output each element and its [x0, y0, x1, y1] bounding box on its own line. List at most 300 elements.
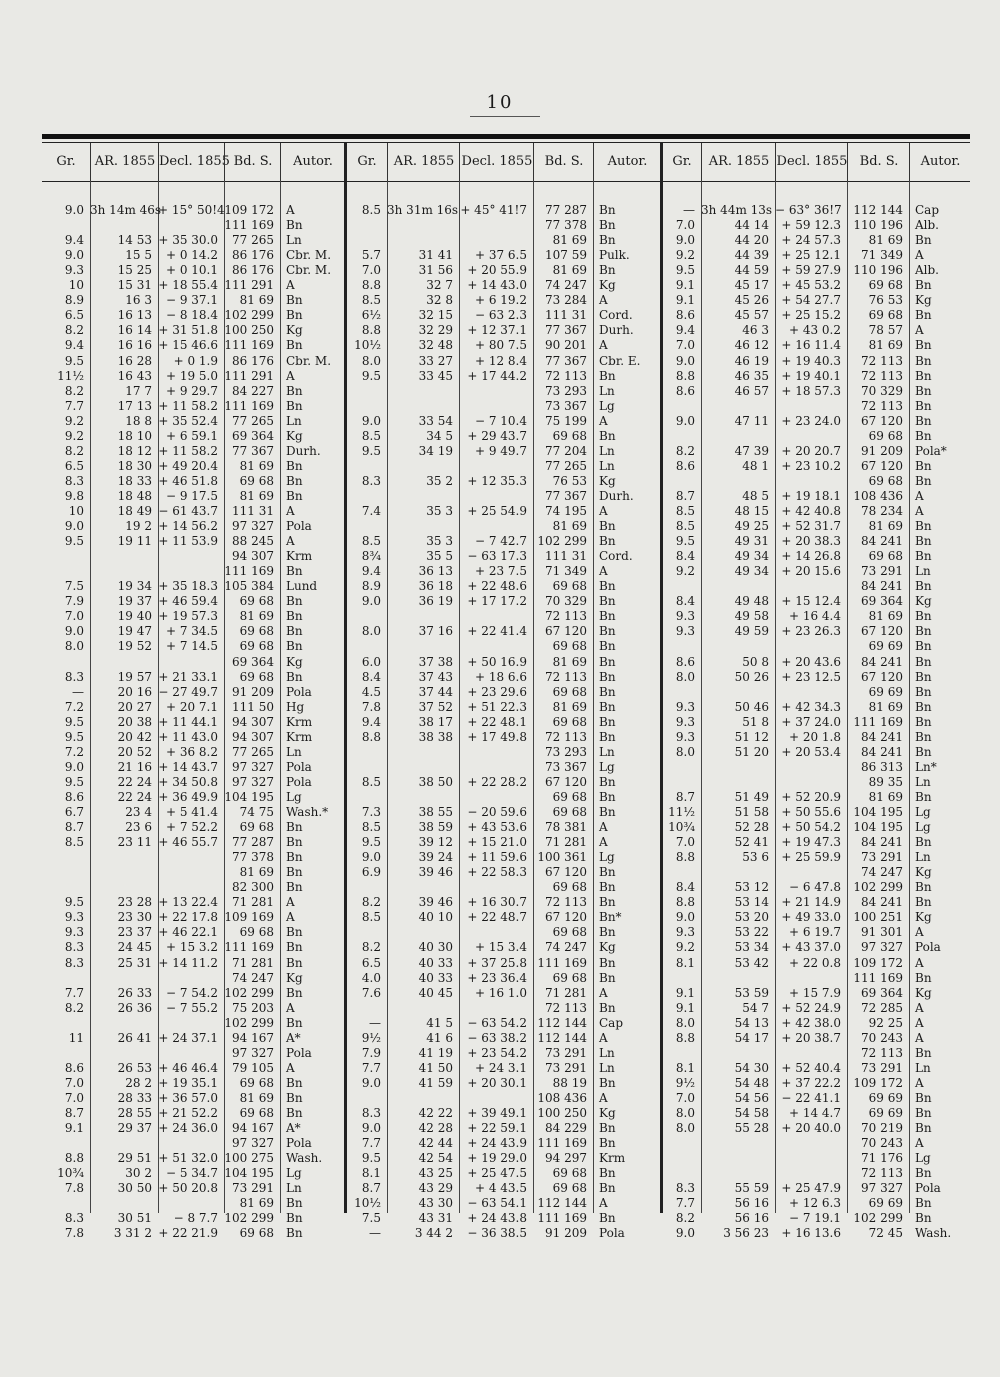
decl-cell: + 31 51.8 [158, 323, 218, 338]
decl-cell: + 35 18.3 [158, 579, 218, 594]
table-row [663, 775, 970, 790]
ar-cell: 15 25 [117, 263, 152, 278]
ar-cell: 53 34 [734, 940, 769, 955]
gr-cell: 8.8 [675, 1030, 695, 1045]
decl-cell: + 24 36.0 [158, 1121, 218, 1136]
autor-cell: Bn [599, 1181, 616, 1196]
table-row [347, 474, 660, 489]
bd-cell: 100 251 [853, 910, 903, 925]
ar-cell: 52 28 [734, 820, 769, 835]
gr-cell: 8.3 [64, 940, 84, 955]
gr-cell: 6.0 [361, 654, 381, 669]
autor-cell: A [915, 1136, 924, 1151]
ar-cell: 23 6 [125, 820, 152, 835]
table-row [663, 1046, 970, 1061]
bd-cell: 102 299 [537, 534, 587, 549]
decl-cell: − 7 55.2 [165, 1000, 218, 1015]
table-row [42, 459, 344, 474]
autor-cell: Pola [286, 519, 312, 534]
bd-cell: 104 195 [853, 805, 903, 819]
ar-cell: 34 5 [426, 428, 453, 443]
decl-cell: + 19 18.1 [781, 488, 841, 503]
autor-cell: Lg [915, 820, 931, 835]
table-row [663, 745, 970, 760]
decl-cell: + 6 19.2 [474, 293, 527, 308]
autor-cell: Ln [286, 413, 302, 428]
table-row [347, 760, 660, 775]
gr-cell: 8.1 [675, 955, 695, 970]
autor-cell: Ln [599, 458, 615, 473]
gr-cell: 8.5 [64, 835, 84, 850]
table-row [347, 1226, 660, 1241]
ar-cell: 16 28 [117, 353, 152, 368]
autor-cell: Bn [286, 458, 303, 473]
decl-cell: + 7 52.2 [165, 820, 218, 835]
decl-cell: + 22 17.8 [158, 910, 218, 925]
ar-cell: 19 57 [117, 669, 152, 684]
bd-cell: 100 275 [224, 1151, 274, 1166]
ar-cell: 19 52 [117, 639, 152, 654]
table-row [347, 1181, 660, 1196]
autor-cell: Lund [286, 579, 318, 594]
header-bd: Bd. S. [224, 143, 281, 181]
autor-cell: Bn [915, 669, 932, 684]
autor-cell: Bn [915, 383, 932, 398]
decl-cell: + 54 27.7 [781, 293, 841, 308]
bd-cell: 73 293 [545, 383, 587, 398]
autor-cell: Bn [915, 880, 932, 895]
table-row [663, 1121, 970, 1136]
gr-cell: 7.8 [64, 1181, 84, 1196]
autor-cell: Bn [915, 1211, 932, 1226]
autor-cell: Bn [286, 383, 303, 398]
decl-cell: + 21 14.9 [781, 895, 841, 910]
table-row [347, 685, 660, 700]
decl-cell: + 20 15.6 [781, 564, 841, 579]
table-row [42, 624, 344, 639]
autor-cell: A [286, 534, 295, 549]
header-bd: Bd. S. [847, 143, 910, 181]
bd-cell: 69 68 [239, 669, 274, 684]
table-row [663, 624, 970, 639]
gr-cell: 11 [68, 1030, 84, 1045]
table-row [347, 369, 660, 384]
header-gr: Gr. [56, 154, 76, 169]
gr-cell: 9.5 [64, 534, 84, 549]
autor-cell: Bn [915, 579, 932, 594]
autor-cell: Kg [599, 278, 616, 293]
ar-cell: 18 49 [117, 504, 152, 518]
autor-cell: Pulk. [599, 248, 630, 263]
gr-cell: 9.4 [361, 564, 381, 579]
table-row [663, 820, 970, 835]
decl-cell: + 22 48.7 [467, 910, 527, 925]
ar-cell: 38 55 [418, 805, 453, 819]
ar-cell: 50 46 [734, 699, 769, 714]
gr-cell: — [369, 1015, 381, 1030]
table-row [347, 338, 660, 353]
ar-cell: 41 59 [418, 1075, 453, 1090]
autor-cell: Bn [286, 880, 303, 895]
autor-cell: Bn [286, 308, 303, 323]
ar-cell: 38 50 [418, 774, 453, 789]
ar-cell: 46 57 [734, 383, 769, 398]
ar-cell: 35 3 [426, 534, 453, 549]
bd-cell: 69 68 [552, 1166, 587, 1181]
bd-cell: 71 176 [861, 1151, 903, 1166]
bd-cell: 81 69 [239, 1196, 274, 1211]
table-row [663, 293, 970, 308]
ar-cell: 53 14 [734, 895, 769, 910]
gr-cell: 8.0 [675, 669, 695, 684]
ar-cell: 29 51 [117, 1151, 152, 1166]
decl-cell: + 20 38.7 [781, 1030, 841, 1045]
gr-cell: 8.0 [675, 1121, 695, 1136]
autor-cell: Pola [286, 684, 312, 699]
bd-cell: 73 291 [861, 1060, 903, 1075]
table-row [663, 369, 970, 384]
bd-cell: 75 199 [545, 413, 587, 428]
gr-cell: 9.5 [361, 1151, 381, 1166]
gr-cell: 6.7 [64, 805, 84, 819]
ar-cell: 21 16 [117, 759, 152, 774]
decl-cell: + 19 57.3 [158, 609, 218, 624]
ar-cell: 49 25 [734, 519, 769, 534]
decl-cell: − 7 42.7 [474, 534, 527, 549]
table-row [663, 278, 970, 293]
autor-cell: Bn [286, 564, 303, 579]
bd-cell: 69 69 [868, 684, 903, 699]
gr-cell: 7.7 [675, 1196, 695, 1211]
table-row [347, 1196, 660, 1211]
decl-cell: − 6 47.8 [788, 880, 841, 895]
autor-cell: Bn [286, 473, 303, 488]
gr-cell: — [369, 1226, 381, 1241]
decl-cell: + 9 29.7 [165, 383, 218, 398]
ar-cell: 56 16 [734, 1196, 769, 1211]
table-row [347, 850, 660, 865]
autor-cell: A [286, 910, 295, 925]
decl-cell: + 49 33.0 [781, 910, 841, 925]
decl-cell: + 12 8.4 [474, 353, 527, 368]
bd-cell: 73 291 [545, 1060, 587, 1075]
decl-cell: + 43 37.0 [781, 940, 841, 955]
decl-cell: + 22 48.1 [467, 714, 527, 729]
autor-cell: Pola [286, 1136, 312, 1151]
ar-cell: 19 37 [117, 594, 152, 609]
decl-cell: + 37 24.0 [781, 714, 841, 729]
table-row [42, 489, 344, 504]
table-row [347, 1106, 660, 1121]
ar-cell: 15 31 [117, 278, 152, 293]
gr-cell: 8.6 [675, 458, 695, 473]
autor-cell: Bn [915, 1166, 932, 1181]
autor-cell: Ln [599, 744, 615, 759]
gr-cell: 7.6 [361, 985, 381, 1000]
autor-cell: Bn [286, 1211, 303, 1226]
decl-cell: + 20 7.1 [165, 699, 218, 714]
decl-cell: + 23 29.6 [467, 684, 527, 699]
bd-cell: 73 367 [545, 759, 587, 774]
decl-cell: + 29 43.7 [467, 428, 527, 443]
gr-cell: 8.0 [675, 1015, 695, 1030]
gr-cell: 9.0 [64, 624, 84, 639]
decl-cell: + 35 52.4 [158, 413, 218, 428]
bd-cell: 72 113 [545, 368, 587, 383]
autor-cell: Bn [915, 519, 932, 534]
ar-cell: 32 8 [426, 293, 453, 308]
table-row [347, 790, 660, 805]
bd-cell: 69 68 [552, 428, 587, 443]
autor-cell: Bn [286, 398, 303, 413]
ar-cell: 28 33 [117, 1090, 152, 1105]
table-row [663, 865, 970, 880]
autor-cell: Bn [915, 278, 932, 293]
decl-cell: + 24 3.1 [474, 1060, 527, 1075]
table-row [347, 489, 660, 504]
gr-cell: 9½ [361, 1030, 381, 1045]
ar-cell: 54 17 [734, 1030, 769, 1045]
autor-cell: Bn [599, 519, 616, 534]
autor-cell: Bn [599, 805, 616, 819]
ar-cell: 51 20 [734, 744, 769, 759]
decl-cell: − 7 54.2 [165, 985, 218, 1000]
ar-cell: 32 7 [426, 278, 453, 293]
table-row [42, 715, 344, 730]
header-decl: Decl. 1855 [459, 143, 534, 181]
gr-cell: 8.3 [64, 473, 84, 488]
autor-cell: Krm [599, 1151, 626, 1166]
gr-cell: 9.1 [675, 293, 695, 308]
ar-cell: 53 20 [734, 910, 769, 925]
table-row [42, 384, 344, 399]
bd-cell: 111 169 [537, 1136, 587, 1151]
bd-cell: 78 381 [545, 820, 587, 835]
autor-cell: Bn [915, 428, 932, 443]
decl-cell: + 37 22.2 [781, 1075, 841, 1090]
decl-cell: + 21 33.1 [158, 669, 218, 684]
bd-cell: 67 120 [861, 624, 903, 639]
table-row [347, 1061, 660, 1076]
table-row [42, 414, 344, 429]
decl-cell: + 22 41.4 [467, 624, 527, 639]
autor-cell: Bn [286, 985, 303, 1000]
decl-cell: + 42 38.0 [781, 1015, 841, 1030]
autor-cell: Bn [915, 473, 932, 488]
gr-cell: 8.8 [675, 895, 695, 910]
autor-cell: Ln [599, 443, 615, 458]
gr-cell: 8.1 [675, 1060, 695, 1075]
autor-cell: Bn [599, 1000, 616, 1015]
bd-cell: 97 327 [232, 1136, 274, 1151]
decl-cell: + 20 20.7 [781, 443, 841, 458]
decl-cell: + 52 31.7 [781, 519, 841, 534]
bd-cell: 67 120 [861, 413, 903, 428]
ar-cell: 56 16 [734, 1211, 769, 1226]
bd-cell: 73 284 [545, 293, 587, 308]
autor-cell: Bn [915, 398, 932, 413]
bd-cell: 72 285 [861, 1000, 903, 1015]
gr-cell: 9.1 [675, 278, 695, 293]
bd-cell: 75 203 [232, 1000, 274, 1015]
gr-cell: 8.4 [361, 669, 381, 684]
decl-cell: + 45 53.2 [781, 278, 841, 293]
table-row [663, 700, 970, 715]
bd-cell: 69 69 [868, 1196, 903, 1211]
gr-cell: 8.2 [64, 1000, 84, 1015]
decl-cell: + 15° 50!4 [158, 203, 225, 217]
ar-cell: 22 24 [117, 789, 152, 804]
bd-cell: 104 195 [224, 1166, 274, 1181]
decl-cell: + 37 25.8 [467, 955, 527, 970]
decl-cell: + 19 35.1 [158, 1075, 218, 1090]
autor-cell: Bn [286, 609, 303, 624]
table-row [347, 1001, 660, 1016]
gr-cell: 9.5 [675, 534, 695, 549]
bd-cell: 72 113 [861, 353, 903, 368]
decl-cell: − 9 17.5 [165, 488, 218, 503]
decl-cell: + 16 1.0 [474, 985, 527, 1000]
autor-cell: Bn [286, 624, 303, 639]
gr-cell: 8.2 [361, 895, 381, 910]
ar-cell: 37 44 [418, 684, 453, 699]
table-row [347, 308, 660, 323]
table-row [663, 474, 970, 489]
ar-cell: 33 27 [418, 353, 453, 368]
decl-cell: + 23 26.3 [781, 624, 841, 639]
header-gr: Gr. [357, 154, 377, 169]
table-row [42, 609, 344, 624]
bd-cell: 77 287 [545, 203, 587, 217]
ar-cell: 40 30 [418, 940, 453, 955]
ar-cell: 20 42 [117, 729, 152, 744]
bd-cell: 110 196 [853, 263, 903, 278]
gr-cell: 9.5 [64, 895, 84, 910]
gr-cell: 9.0 [675, 1226, 695, 1241]
ar-cell: 54 13 [734, 1015, 769, 1030]
autor-cell: Bn [599, 624, 616, 639]
table-row [347, 459, 660, 474]
gr-cell: 8.8 [361, 278, 381, 293]
decl-cell: + 11 58.2 [158, 443, 218, 458]
bd-cell: 77 367 [545, 488, 587, 503]
gr-cell: 9½ [675, 1075, 695, 1090]
decl-cell: + 11 53.9 [158, 534, 218, 549]
table-row [347, 1166, 660, 1181]
table-row [347, 534, 660, 549]
bd-cell: 111 169 [537, 955, 587, 970]
bd-cell: 69 68 [868, 549, 903, 564]
ar-cell: 17 13 [117, 398, 152, 413]
table-row [663, 218, 970, 233]
bd-cell: 69 68 [239, 639, 274, 654]
decl-cell: − 27 49.7 [158, 684, 218, 699]
decl-cell: + 20 30.1 [467, 1075, 527, 1090]
autor-cell: A [286, 1000, 295, 1015]
ar-cell: 46 3 [742, 323, 769, 338]
bd-cell: 69 68 [552, 880, 587, 895]
decl-cell: − 63 38.2 [467, 1030, 527, 1045]
decl-cell: + 24 37.1 [158, 1030, 218, 1045]
decl-cell: + 36 8.2 [165, 744, 218, 759]
bd-cell: 72 113 [861, 1166, 903, 1181]
gr-cell: 8.5 [361, 910, 381, 925]
bd-cell: 100 361 [537, 850, 587, 865]
bd-cell: 77 367 [545, 353, 587, 368]
decl-cell: + 18 57.3 [781, 383, 841, 398]
ar-cell: 32 48 [418, 338, 453, 353]
bd-cell: 81 69 [868, 609, 903, 624]
table-row [42, 775, 344, 790]
decl-cell: + 35 30.0 [158, 233, 218, 248]
autor-cell: Bn [599, 699, 616, 714]
bd-cell: 82 300 [232, 880, 274, 895]
autor-cell: Cord. [599, 549, 633, 564]
decl-cell: − 22 41.1 [781, 1090, 841, 1105]
autor-cell: Bn [286, 1090, 303, 1105]
gr-cell: 8.8 [675, 850, 695, 865]
gr-cell: 9.2 [675, 564, 695, 579]
gr-cell: 8.8 [361, 729, 381, 744]
table-row [42, 1151, 344, 1166]
ar-cell: 33 45 [418, 368, 453, 383]
table-row [663, 730, 970, 745]
table-row [663, 594, 970, 609]
bd-cell: 73 291 [545, 1045, 587, 1060]
table-row [42, 248, 344, 263]
table-row [42, 1181, 344, 1196]
bd-cell: 94 297 [545, 1151, 587, 1166]
autor-cell: A [915, 488, 924, 503]
ar-cell: 19 2 [125, 519, 152, 534]
table-row [663, 971, 970, 986]
table-row [663, 549, 970, 564]
decl-cell: − 63° 36!7 [775, 203, 842, 217]
gr-cell: 9.5 [361, 443, 381, 458]
bd-cell: 86 176 [232, 353, 274, 368]
bd-cell: 73 293 [545, 744, 587, 759]
autor-cell: Bn [915, 549, 932, 564]
bd-cell: 69 68 [239, 473, 274, 488]
bd-cell: 70 329 [861, 383, 903, 398]
table-row [663, 444, 970, 459]
gr-cell: 4.5 [361, 684, 381, 699]
autor-cell: Bn [915, 413, 932, 428]
table-row [347, 1091, 660, 1106]
gr-cell: 8.6 [64, 1060, 84, 1075]
bd-cell: 70 329 [545, 594, 587, 609]
ar-cell: 14 53 [117, 233, 152, 248]
gr-cell: 9.3 [675, 609, 695, 624]
gr-cell: 9.5 [64, 714, 84, 729]
catalog-panel-1 [42, 143, 344, 1241]
gr-cell: 5.7 [361, 248, 381, 263]
table-row [663, 1106, 970, 1121]
autor-cell: Pola [915, 1181, 941, 1196]
ar-cell: 38 59 [418, 820, 453, 835]
ar-cell: 32 29 [418, 323, 453, 338]
bd-cell: 109 169 [224, 910, 274, 925]
bd-cell: 111 169 [224, 398, 274, 413]
autor-cell: Pola [286, 1045, 312, 1060]
table-row [42, 594, 344, 609]
gr-cell: 7.0 [64, 609, 84, 624]
bd-cell: 112 144 [853, 203, 903, 217]
ar-cell: 23 30 [117, 910, 152, 925]
table-row [347, 233, 660, 248]
ar-cell: 54 56 [734, 1090, 769, 1105]
decl-cell: − 20 59.6 [467, 805, 527, 819]
